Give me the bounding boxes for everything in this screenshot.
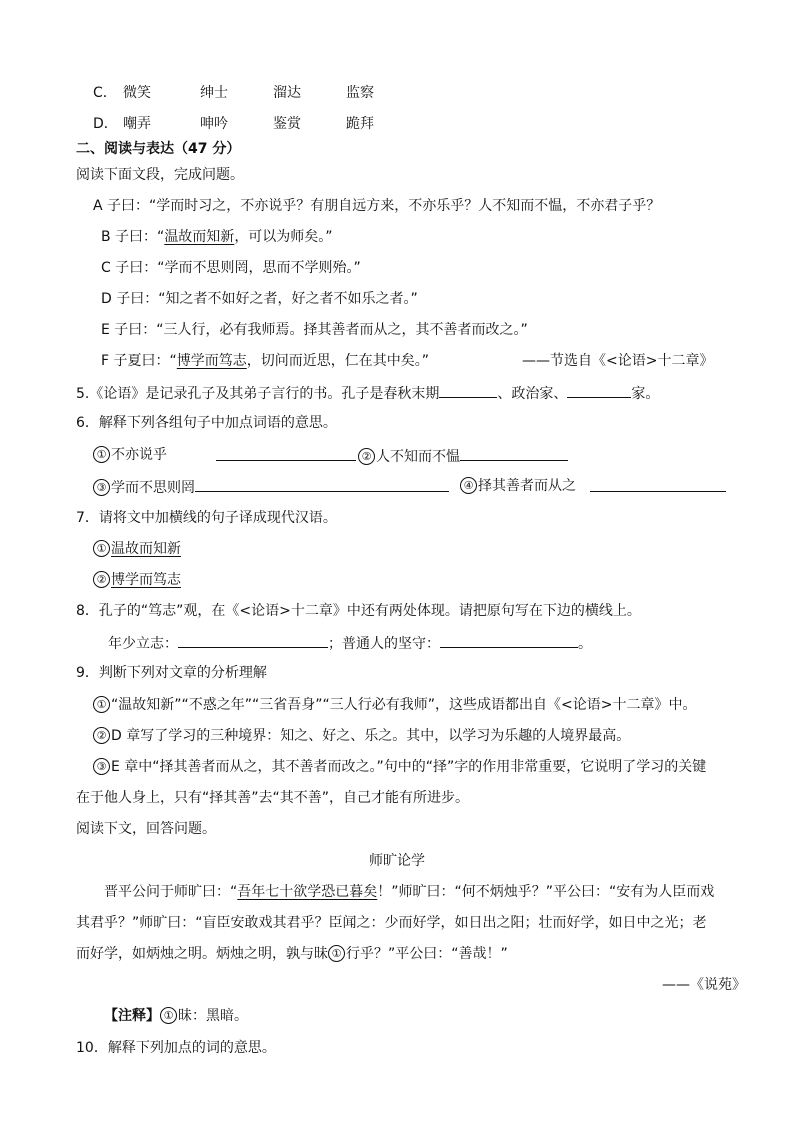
q6-item-3 — [93, 477, 449, 497]
q8-end: 。 — [578, 636, 592, 652]
q6-item-4-text: 择其善者而从之 — [478, 478, 576, 494]
q9-item-3-continued: 在于他人身上，只有“择其善”去“其不善”，自己才能有所进步。 — [76, 790, 470, 806]
passage-d: D 子曰：“知之者不如好之者，好之者不如乐之者。” — [101, 291, 418, 307]
q6-blank-4[interactable] — [590, 477, 726, 492]
story-line-3 — [76, 945, 508, 963]
note-text: 昧：黑暗。 — [178, 1008, 248, 1024]
passage-b — [101, 228, 333, 246]
q7-item-2-text: 博学而笃志 — [111, 572, 181, 588]
option-d-label: D． — [93, 116, 118, 132]
story-line-2: 其君乎？”师旷曰：“盲臣安敢戏其君乎？臣闻之：少而好学，如日出之阳；壮而好学，如日中之光；老 — [76, 915, 707, 931]
q6-item-2-number: ② — [358, 448, 375, 465]
option-d-word-4: 跪拜 — [346, 116, 374, 132]
q5-pre: 5.《论语》是记录孔子及其弟子言行的书。孔子是春秋末期 — [76, 386, 440, 402]
passage-b-underlined: 温故而知新 — [164, 229, 235, 245]
instruction-1: 阅读下面文段，完成问题。 — [76, 167, 244, 183]
section-title: 二、阅读与表达（47 分） — [76, 141, 241, 157]
passage-e: E 子曰：“三人行，必有我师焉。择其善者而从之，其不善者而改之。” — [101, 322, 528, 338]
q7-item-2-number: ② — [93, 571, 110, 588]
option-c-word-2: 绅士 — [200, 85, 228, 101]
q7-item-1 — [93, 540, 181, 558]
q9-item-1 — [93, 696, 696, 714]
q6-item-2 — [358, 446, 568, 466]
q6-item-1-number: ① — [93, 446, 110, 463]
q9-item-3-number: ③ — [93, 758, 110, 775]
option-d-word-1: 嘲弄 — [123, 116, 151, 132]
q6-item-4-number: ④ — [460, 477, 477, 494]
q6-item-3-text: 学而不思则罔 — [111, 480, 195, 496]
story-title: 师旷论学 — [369, 853, 425, 869]
q7-item-2 — [93, 571, 181, 589]
option-c-row — [93, 84, 393, 102]
question-6-title: 6．解释下列各组句子中加点词语的意思。 — [76, 415, 337, 431]
q8-blank-2[interactable] — [440, 633, 578, 648]
q6-blank-1[interactable] — [216, 446, 356, 461]
instruction-2: 阅读下文，回答问题。 — [76, 821, 216, 837]
note — [104, 1007, 248, 1025]
note-number: ① — [160, 1007, 177, 1024]
question-7-title: 7．请将文中加横线的句子译成现代汉语。 — [76, 510, 337, 526]
q8-blank-1[interactable] — [178, 633, 328, 648]
option-d-word-3: 鉴赏 — [273, 116, 301, 132]
option-d-row — [93, 115, 393, 133]
question-5 — [76, 383, 659, 403]
q9-item-3 — [93, 758, 706, 776]
passage-b-pre: B 子曰：“ — [101, 229, 165, 245]
q6-blank-3[interactable] — [195, 477, 449, 492]
question-9-title: 9．判断下列对文章的分析理解 — [76, 665, 267, 681]
q7-item-1-number: ① — [93, 540, 110, 557]
q7-item-1-text: 温故而知新 — [111, 541, 181, 557]
story-source: ——《说苑》 — [662, 977, 746, 993]
passage-f-underlined: 博学而笃志 — [176, 353, 247, 369]
option-c-label: C． — [93, 85, 117, 101]
story-line-1-underlined: 吾年七十欲学恐已暮矣 — [237, 884, 378, 900]
passage-f — [101, 352, 429, 370]
q9-item-2 — [93, 727, 630, 745]
passage-source: ——节选自《<论语>十二章》 — [522, 353, 714, 369]
option-c-word-4: 监察 — [346, 85, 374, 101]
q9-item-2-text: D 章写了学习的三种境界：知之、好之、乐之。其中，以学习为乐趣的人境界最高。 — [111, 728, 631, 744]
story-line-3-pre: 而好学，如炳烛之明。炳烛之明，孰与昧 — [76, 946, 328, 962]
q9-item-1-text: “温故知新”“不惑之年”“三省吾身”“三人行必有我师”，这些成语都出自《<论语>十二章》中。 — [111, 697, 697, 713]
passage-f-post: ，切问而近思，仁在其中矣。” — [246, 353, 430, 369]
q9-item-3-text: E 章中“择其善者而从之，其不善者而改之。”句中的“择”字的作用非常重要，它说明了学习的关键 — [111, 759, 707, 775]
q9-item-2-number: ② — [93, 727, 110, 744]
q6-item-1 — [93, 446, 167, 464]
q8-label-1: 年少立志： — [108, 636, 178, 652]
passage-c: C 子曰：“学而不思则罔，思而不学则殆。” — [101, 260, 361, 276]
q9-item-1-number: ① — [93, 696, 110, 713]
story-line-1-pre: 晋平公问于师旷曰：“ — [104, 884, 238, 900]
story-line-1-post: ！”师旷曰：“何不炳烛乎？”平公曰：“安有为人臣而戏 — [377, 884, 715, 900]
passage-f-pre: F 子夏曰：“ — [101, 353, 177, 369]
q8-answer-line — [108, 633, 592, 653]
story-line-1 — [104, 883, 714, 901]
q6-item-1-text: 不亦说乎 — [111, 447, 167, 463]
story-line-3-post: 行乎？”平公曰：“善哉！” — [346, 946, 508, 962]
story-footnote-marker: ① — [328, 945, 345, 962]
q5-post: 家。 — [631, 386, 660, 402]
q5-mid: 、政治家、 — [497, 386, 568, 402]
q5-blank-1[interactable] — [439, 383, 497, 398]
q6-item-2-text: 人不知而不愠 — [376, 449, 460, 465]
option-c-word-1: 微笑 — [123, 85, 151, 101]
q6-item-4 — [460, 477, 576, 495]
question-8-title: 8．孔子的“笃志”观，在《<论语>十二章》中还有两处体现。请把原句写在下边的横线上。 — [76, 603, 641, 619]
q8-label-2: ；普通人的坚守： — [328, 636, 440, 652]
option-d-word-2: 呻吟 — [200, 116, 228, 132]
q6-blank-2[interactable] — [460, 446, 568, 461]
q6-item-3-number: ③ — [93, 479, 110, 496]
question-10-title: 10．解释下列加点的词的意思。 — [76, 1040, 276, 1056]
passage-a: A 子曰：“学而时习之，不亦说乎？有朋自远方来，不亦乐乎？人不知而不愠，不亦君子乎？ — [93, 198, 661, 214]
passage-b-post: ，可以为师矣。” — [234, 229, 333, 245]
option-c-word-3: 溜达 — [273, 85, 301, 101]
note-label: 【注释】 — [104, 1008, 160, 1024]
q5-blank-2[interactable] — [567, 383, 631, 398]
